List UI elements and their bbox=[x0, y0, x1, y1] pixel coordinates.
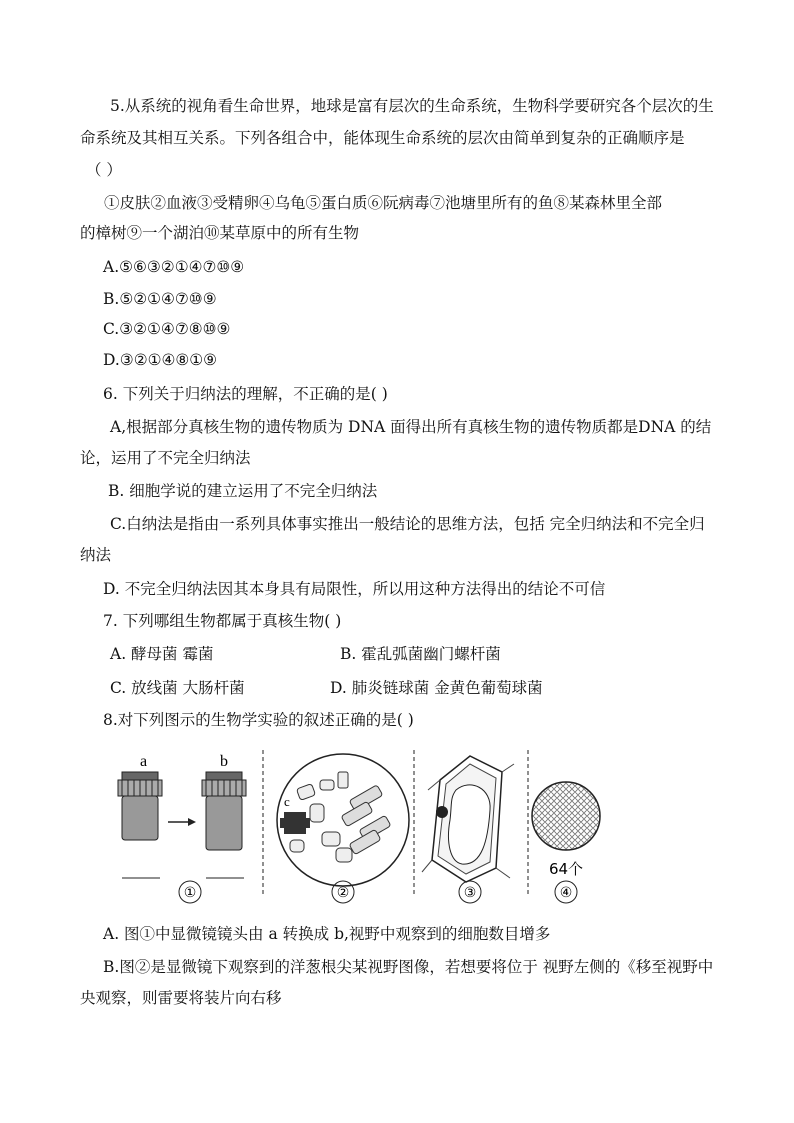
label-c: c bbox=[284, 794, 290, 809]
panel-4-field-of-view bbox=[532, 782, 600, 903]
q8-stem: 8.对下列图示的生物学实验的叙述正确的是( ) bbox=[103, 711, 414, 729]
q5-option-a: A.⑤⑥③②①④⑦⑩⑨ bbox=[103, 258, 245, 276]
arrow-icon bbox=[168, 818, 196, 826]
q5-option-b: B.⑤②①④⑦⑩⑨ bbox=[103, 290, 217, 308]
panel-1-objectives bbox=[118, 753, 246, 903]
q5-answer-blank: （ ） bbox=[86, 161, 122, 179]
q7-option-c: C. 放线菌 大肠杆菌 bbox=[110, 679, 245, 697]
q6-option-c-line2: 纳法 bbox=[80, 546, 112, 564]
q8-option-b-line1: B.图②是显微镜下观察到的洋葱根尖某视野图像，若想要将位于 视野左侧的《移至视野中 bbox=[103, 958, 714, 976]
objective-a-icon bbox=[118, 772, 162, 840]
q7-option-a: A. 酵母菌 霉菌 bbox=[110, 645, 214, 663]
q5-stem-line1: 5.从系统的视角看生命世界，地球是富有层次的生命系统，生物科学要研究各个层次的生 bbox=[110, 97, 714, 115]
q6-option-a-line2: 论，运用了不完全归纳法 bbox=[80, 449, 251, 467]
q7-option-b: B. 霍乱弧菌幽门螺杆菌 bbox=[340, 645, 501, 663]
panel-4-label: ④ bbox=[559, 885, 573, 901]
label-b: b bbox=[220, 753, 228, 770]
panel-3-label: ③ bbox=[463, 885, 477, 901]
dividing-cell-c-icon bbox=[280, 812, 310, 834]
panel-1-label: ① bbox=[183, 885, 197, 901]
q5-stem-line2: 命系统及其相互关系。下列各组合中，能体现生命系统的层次由简单到复杂的正确顺序是 bbox=[80, 129, 685, 147]
panel-3-plant-cell bbox=[422, 756, 514, 903]
q6-option-d: D. 不完全归纳法因其本身具有局限性，所以用这种方法得出的结论不可信 bbox=[103, 580, 606, 598]
q5-items-line2: 的樟树⑨一个湖泊⑩某草原中的所有生物 bbox=[80, 224, 360, 242]
q5-items-line1: ①皮肤②血液③受精卵④乌龟⑤蛋白质⑥阮病毒⑦池塘里所有的鱼⑧某森林里全部 bbox=[104, 194, 663, 212]
q8-option-b-line2: 央观察，则雷要将装片向右移 bbox=[80, 989, 282, 1007]
q6-option-c-line1: C.白纳法是指由一系列具体事实推出一般结论的思维方法，包括 完全归纳法和不完全归 bbox=[110, 515, 705, 533]
panel-2-root-tip-cells bbox=[277, 754, 409, 903]
q7-option-d: D. 肺炎链球菌 金黄色葡萄球菌 bbox=[330, 679, 543, 697]
q5-option-d: D.③②①④⑧①⑨ bbox=[103, 351, 218, 369]
q6-stem: 6. 下列关于归纳法的理解，不正确的是( ) bbox=[103, 385, 388, 403]
cell-count-label: 64个 bbox=[548, 860, 584, 878]
panel-2-label: ② bbox=[336, 885, 350, 901]
label-a: a bbox=[140, 753, 148, 770]
q7-stem: 7. 下列哪组生物都属于真核生物( ) bbox=[103, 612, 342, 630]
q6-option-a-line1: A,根据部分真核生物的遗传物质为 DNA 面得出所有真核生物的遗传物质都是DNA 的结 bbox=[110, 418, 712, 436]
q8-option-a: A. 图①中显微镜镜头由 a 转换成 b,视野中观察到的细胞数目增多 bbox=[103, 925, 551, 943]
q6-option-b: B. 细胞学说的建立运用了不完全归纳法 bbox=[108, 482, 378, 500]
q8-figure bbox=[110, 750, 620, 910]
q5-option-c: C.③②①④⑦⑧⑩⑨ bbox=[103, 320, 231, 338]
objective-b-icon bbox=[202, 772, 246, 850]
